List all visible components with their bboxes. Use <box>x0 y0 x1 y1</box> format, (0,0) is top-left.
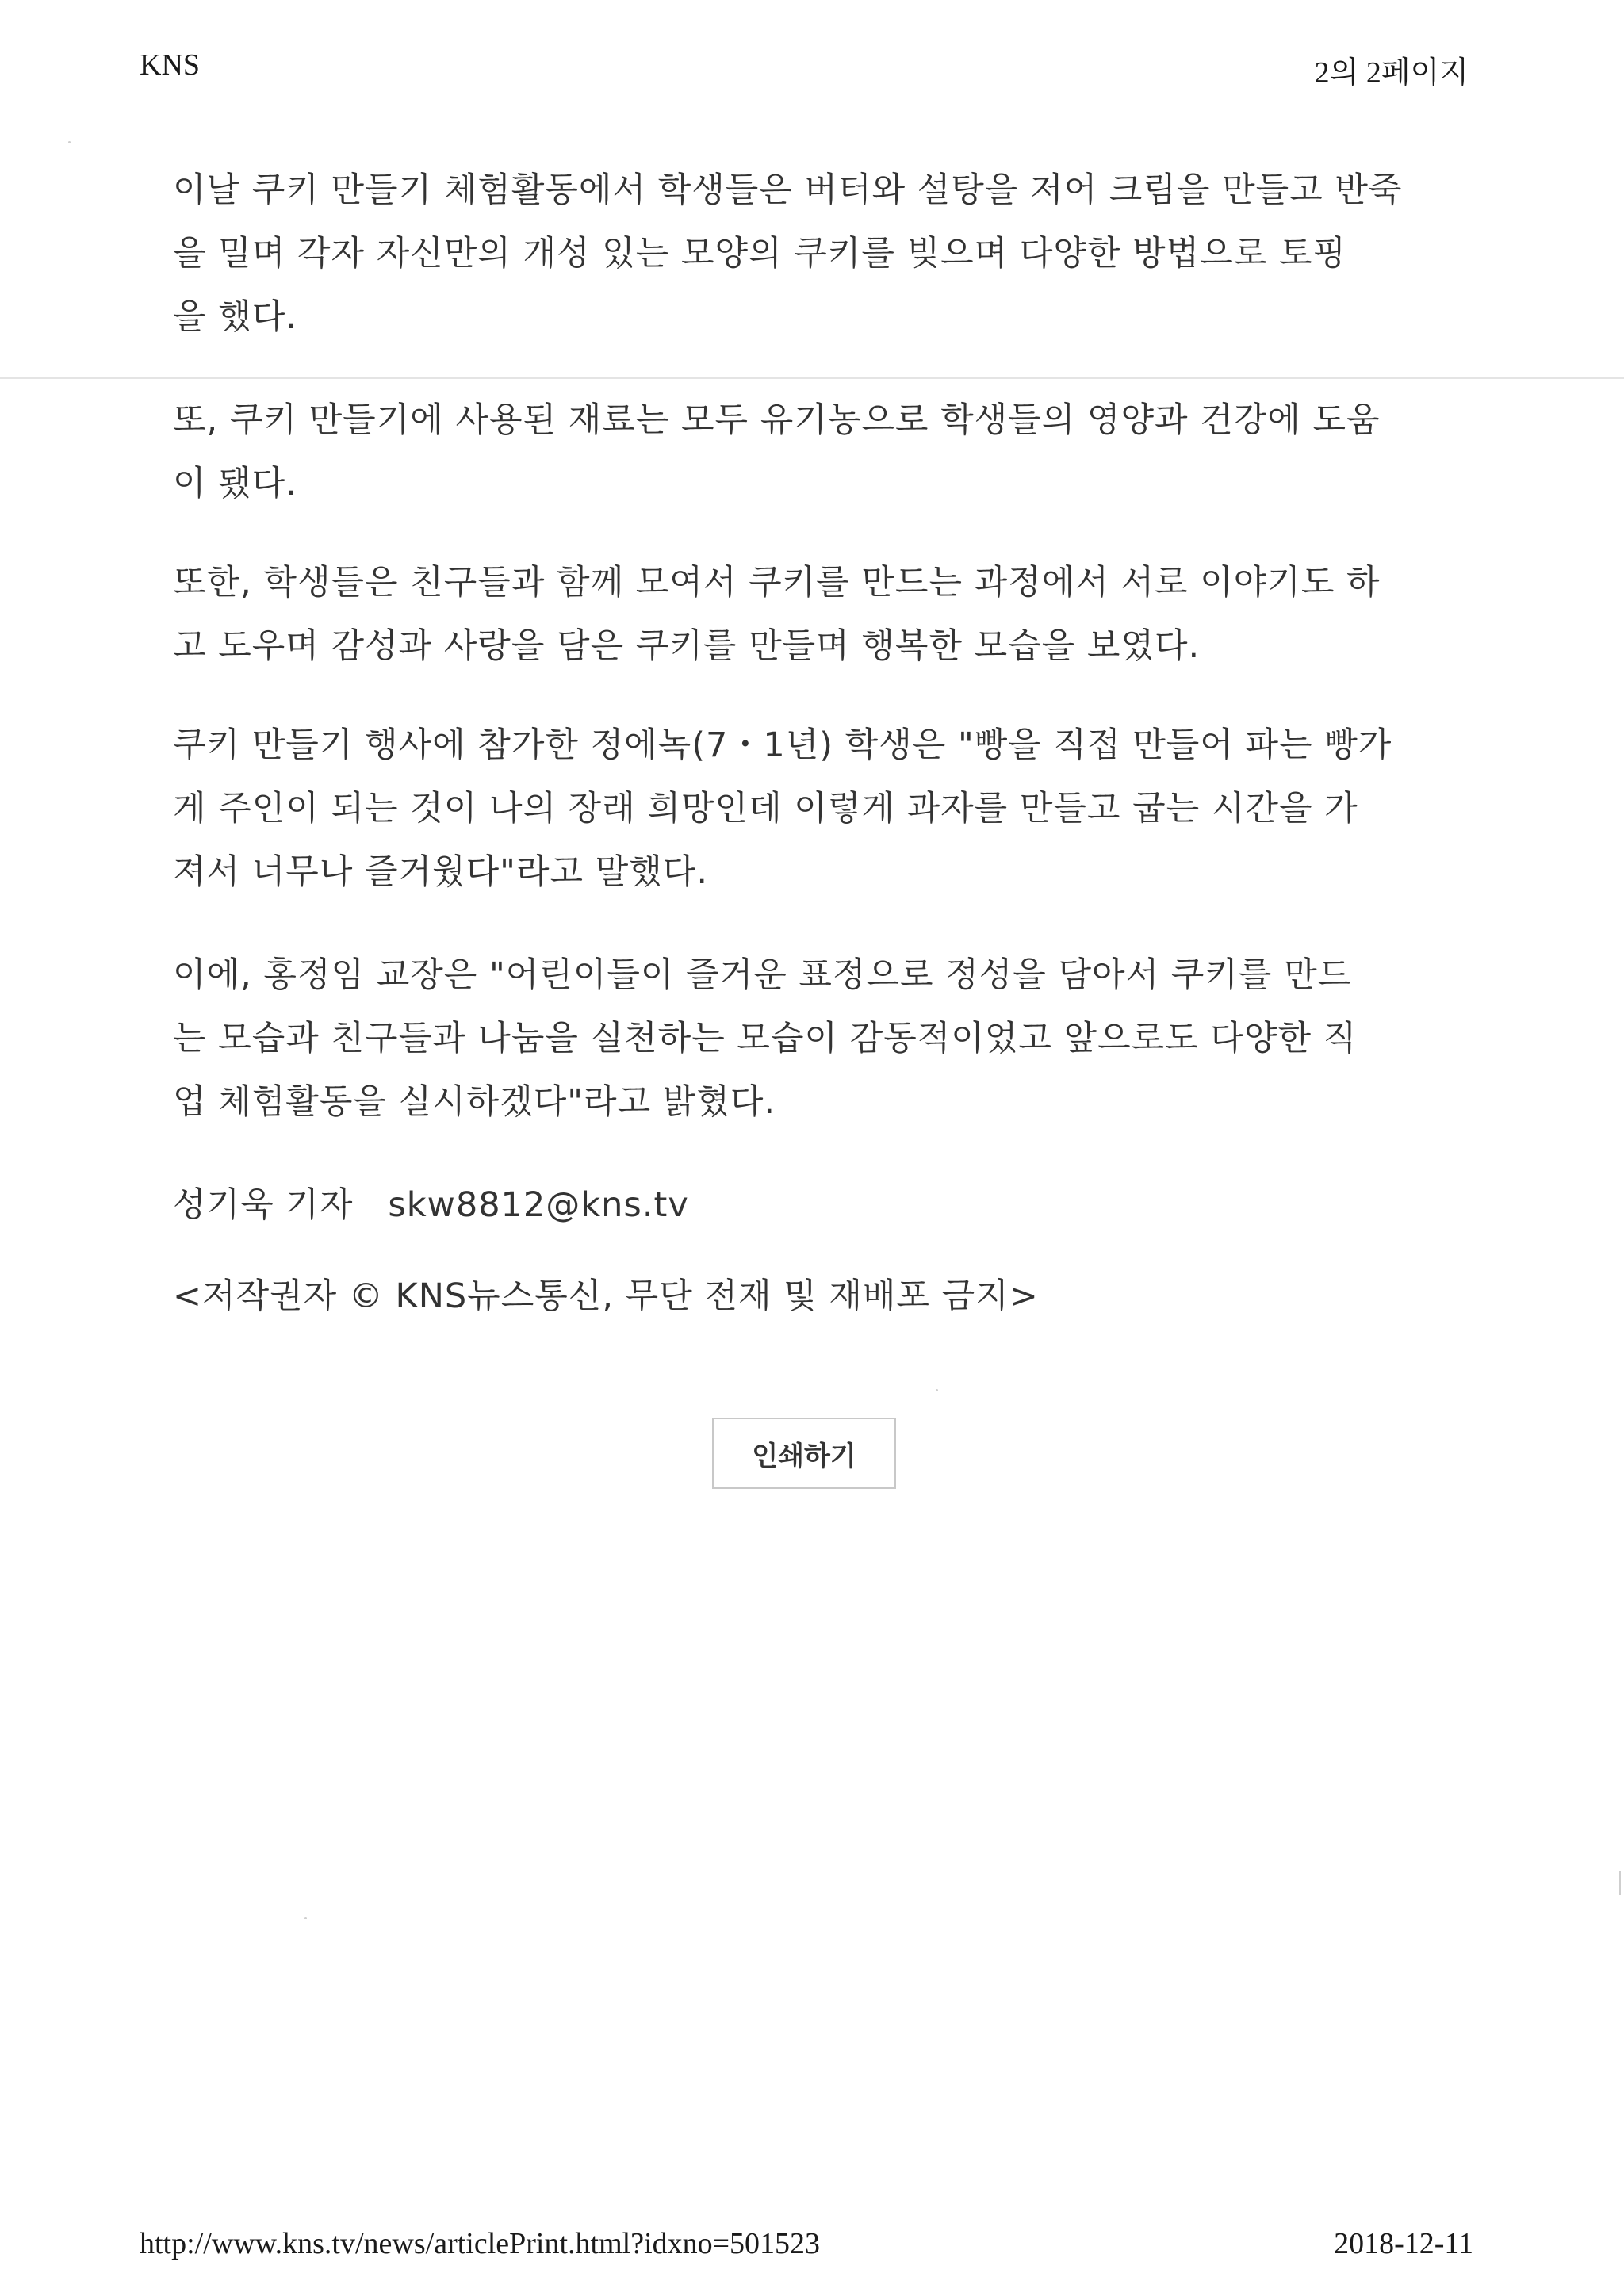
scan-speck <box>304 1917 307 1919</box>
section-divider <box>0 377 1624 379</box>
paragraph-5 <box>173 943 1357 1134</box>
text-line: 이 됐다. <box>173 464 297 503</box>
byline-text: 성기욱 기자 skw8812@kns.tv <box>173 1185 689 1225</box>
text-line: 이날 쿠키 만들기 체험활동에서 학생들은 버터와 설탕을 저어 크림을 만들고 반죽 <box>173 170 1403 210</box>
text-line: 져서 너무나 즐거웠다"라고 말했다. <box>173 852 708 892</box>
scan-speck <box>68 141 71 144</box>
paragraph-2 <box>173 388 1381 515</box>
article-url: http://www.kns.tv/news/articlePrint.html?idxno=501523 <box>140 2227 821 2260</box>
site-name: KNS <box>140 48 201 82</box>
text-line: 게 주인이 되는 것이 나의 장래 희망인데 이렇게 과자를 만들고 굽는 시간을 가 <box>173 789 1358 828</box>
text-line: 또, 쿠키 만들기에 사용된 재료는 모두 유기농으로 학생들의 영양과 건강에 도움 <box>173 400 1381 440</box>
paragraph-1 <box>173 159 1402 349</box>
print-date: 2018-12-11 <box>1334 2227 1473 2260</box>
paragraph-3 <box>173 551 1381 678</box>
text-line: 또한, 학생들은 친구들과 함께 모여서 쿠키를 만드는 과정에서 서로 이야기도 하 <box>173 563 1381 603</box>
copyright-text: <저작권자 © KNS뉴스통신, 무단 전재 및 재배포 금지> <box>173 1276 1039 1316</box>
text-line: 업 체험활동을 실시하겠다"라고 밝혔다. <box>173 1082 776 1122</box>
copyright-notice <box>173 1265 1039 1328</box>
text-line: 고 도우며 감성과 사랑을 담은 쿠키를 만들며 행복한 모습을 보였다. <box>173 626 1201 666</box>
text-line: 을 밀며 각자 자신만의 개성 있는 모양의 쿠키를 빚으며 다양한 방법으로 토핑 <box>173 234 1347 274</box>
text-line: 는 모습과 친구들과 나눔을 실천하는 모습이 감동적이었고 앞으로도 다양한 직 <box>173 1019 1358 1058</box>
page-indicator: 2의 2페이지 <box>1314 56 1469 90</box>
text-line: 을 했다. <box>173 297 297 337</box>
scan-speck <box>936 1389 938 1391</box>
paragraph-4 <box>173 714 1392 904</box>
text-line: 이에, 홍정임 교장은 "어린이들이 즐거운 표정으로 정성을 담아서 쿠키를 만드 <box>173 955 1352 995</box>
scan-speck <box>1619 1871 1621 1895</box>
byline <box>173 1173 689 1237</box>
print-button[interactable]: 인쇄하기 <box>712 1418 896 1489</box>
text-line: 쿠키 만들기 행사에 참가한 정에녹(7・1년) 학생은 "빵을 직접 만들어 파는 빵가 <box>173 725 1392 765</box>
